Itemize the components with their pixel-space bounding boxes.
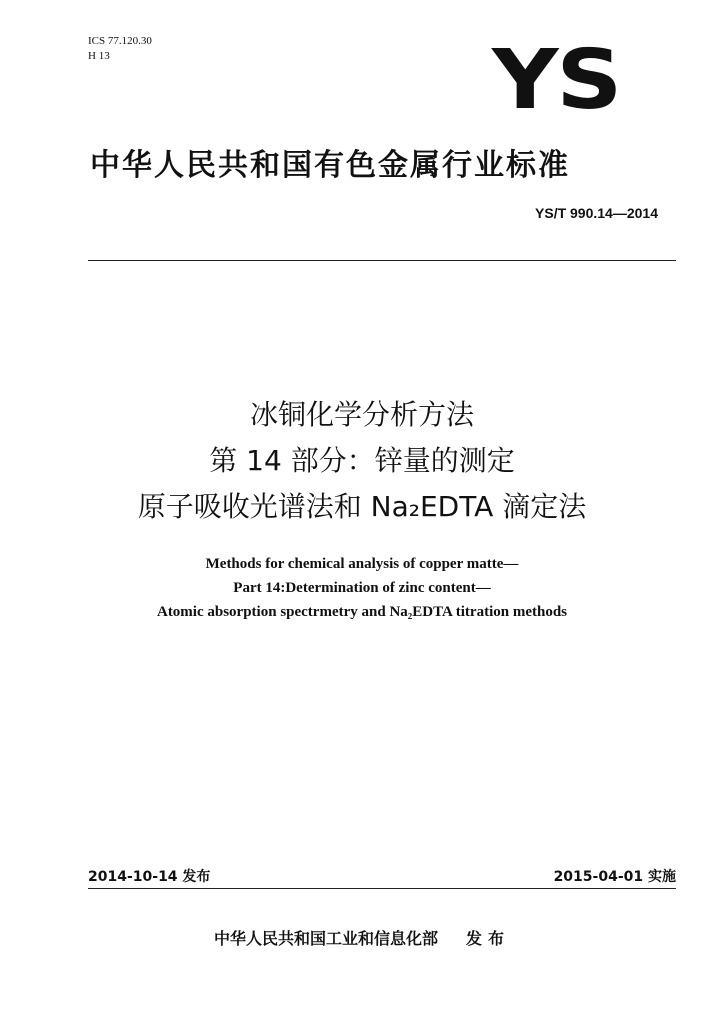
ics-code: ICS 77.120.30 [88,35,152,47]
effective-date: 2015-04-01 实施 [553,869,676,885]
english-title-line-3: Atomic absorption spectrmetry and Na₂EDTA titration methods [156,604,568,620]
issue-date: 2014-10-14 发布 [88,869,211,885]
chinese-title-line-1: 冰铜化学分析方法 [249,398,474,431]
english-title-line-2: Part 14:Determination of zinc content— [233,580,491,596]
english-title-line-1: Methods for chemical analysis of copper matte— [205,556,519,572]
org-title: 中华人民共和国有色金属行业标准 [90,148,570,183]
standard-number: YS/T 990.14—2014 [535,205,658,221]
chinese-title-line-3: 原子吸收光谱法和 Na₂EDTA 滴定法 [137,490,587,523]
english-title [0,552,724,624]
ys-logo: YS [492,33,621,128]
chinese-title-line-2: 第 14 部分：锌量的测定 [209,444,515,477]
publisher-name: 中华人民共和国工业和信息化部 [214,929,439,948]
bottom-divider [88,888,676,889]
category-code: H 13 [88,50,110,62]
top-divider [88,260,676,261]
publisher-line [214,926,510,949]
chinese-title [0,392,724,530]
classification-codes [88,34,152,64]
publish-action: 发布 [466,929,511,948]
